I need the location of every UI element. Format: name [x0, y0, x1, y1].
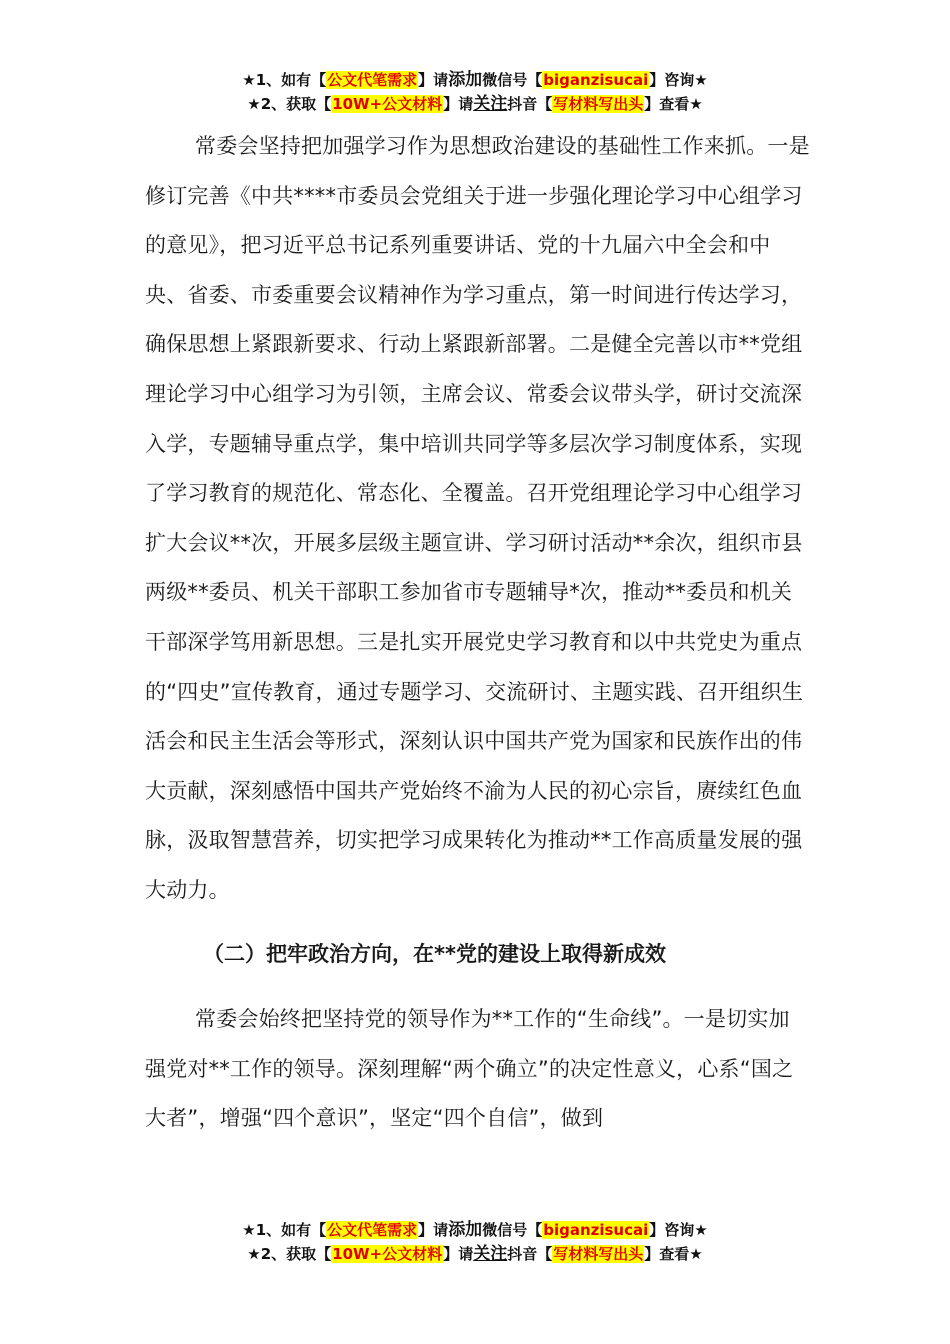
promo-line-2 [0, 92, 950, 116]
promo-text: ★1、如有【 [242, 1221, 327, 1239]
promo-highlight: 10W+公文材料 [332, 95, 443, 113]
promo-text: 】请 [418, 1221, 449, 1239]
promo-text: 抖音【 [507, 95, 553, 113]
promo-text: 】咨询★ [649, 71, 708, 89]
promo-emphasis: 关注 [473, 94, 508, 114]
promo-emphasis: 添加 [448, 1220, 483, 1240]
section-heading: （二）把牢政治方向，在**党的建设上取得新成效 [203, 941, 666, 966]
promo-text: ★1、如有【 [242, 71, 327, 89]
promo-line-1 [0, 1218, 950, 1242]
promo-text: 微信号【 [482, 71, 543, 89]
promo-line-1 [0, 68, 950, 92]
promo-text: 】请 [443, 1245, 474, 1263]
promo-text: 】查看★ [644, 95, 703, 113]
promo-highlight: 公文代笔需求 [327, 1221, 418, 1239]
footer-promo-banner [0, 1218, 950, 1266]
promo-text: 微信号【 [482, 1221, 543, 1239]
promo-wechat-id: biganzisucai [543, 71, 649, 89]
promo-douyin-id: 写材料写出头 [553, 95, 644, 113]
promo-text: 】查看★ [644, 1245, 703, 1263]
promo-emphasis: 关注 [473, 1244, 508, 1264]
body-paragraph: 常委会坚持把加强学习作为思想政治建设的基础性工作来抓。一是修订完善《中共****市委员会党组关于进一步强化理论学习中心组学习的意见》，把习近平总书记系列重要讲话、党的十九届六中全会和中央、省委、市委重要会议精神作为学习重点，第一时间进行传达学习，确保思想上紧跟新要求、行动上紧跟新部署。二是健全完善以市**党组理论学习中心组学习为引领，主席会议、常委会议带头学，研讨交流深入学，专题辅导重点学，集中培训共同学等多层次学习制度体系，实现了学习教育的规范化、常态化、全覆盖。召开党组理论学习中心组学习扩大会议**次，开展多层级主题宣讲、学习研讨活动**余次，组织市县两级**委员、机关干部职工参加省市专题辅导*次，推动**委员和机关干部深学笃用新思想。三是扎实开展党史学习教育和以中共党史为重点的“四史”宣传教育，通过专题学习、交流研讨、主题实践、召开组织生活会和民主生活会等形式，深刻认识中国共产党为国家和民族作出的伟大贡献，深刻感悟中国共产党始终不渝为人民的初心宗旨，赓续红色血脉，汲取智慧营养，切实把学习成果转化为推动**工作高质量发展的强大动力。 [145, 134, 810, 902]
promo-text: 】请 [418, 71, 449, 89]
promo-emphasis: 添加 [448, 70, 483, 90]
header-promo-banner [0, 68, 950, 116]
promo-text: 抖音【 [507, 1245, 553, 1263]
promo-text: 】请 [443, 95, 474, 113]
promo-highlight: 10W+公文材料 [332, 1245, 443, 1263]
promo-douyin-id: 写材料写出头 [553, 1245, 644, 1263]
promo-text: 】咨询★ [649, 1221, 708, 1239]
promo-text: ★2、获取【 [247, 95, 332, 113]
promo-highlight: 公文代笔需求 [327, 71, 418, 89]
promo-wechat-id: biganzisucai [543, 1221, 649, 1239]
body-paragraph: 常委会始终把坚持党的领导作为**工作的“生命线”。一是切实加强党对**工作的领导。深刻理解“两个确立”的决定性意义，心系“国之大者”，增强“四个意识”，坚定“四个自信”，做到 [145, 1007, 794, 1131]
document-body [145, 122, 810, 1144]
promo-text: ★2、获取【 [247, 1245, 332, 1263]
promo-line-2 [0, 1242, 950, 1266]
